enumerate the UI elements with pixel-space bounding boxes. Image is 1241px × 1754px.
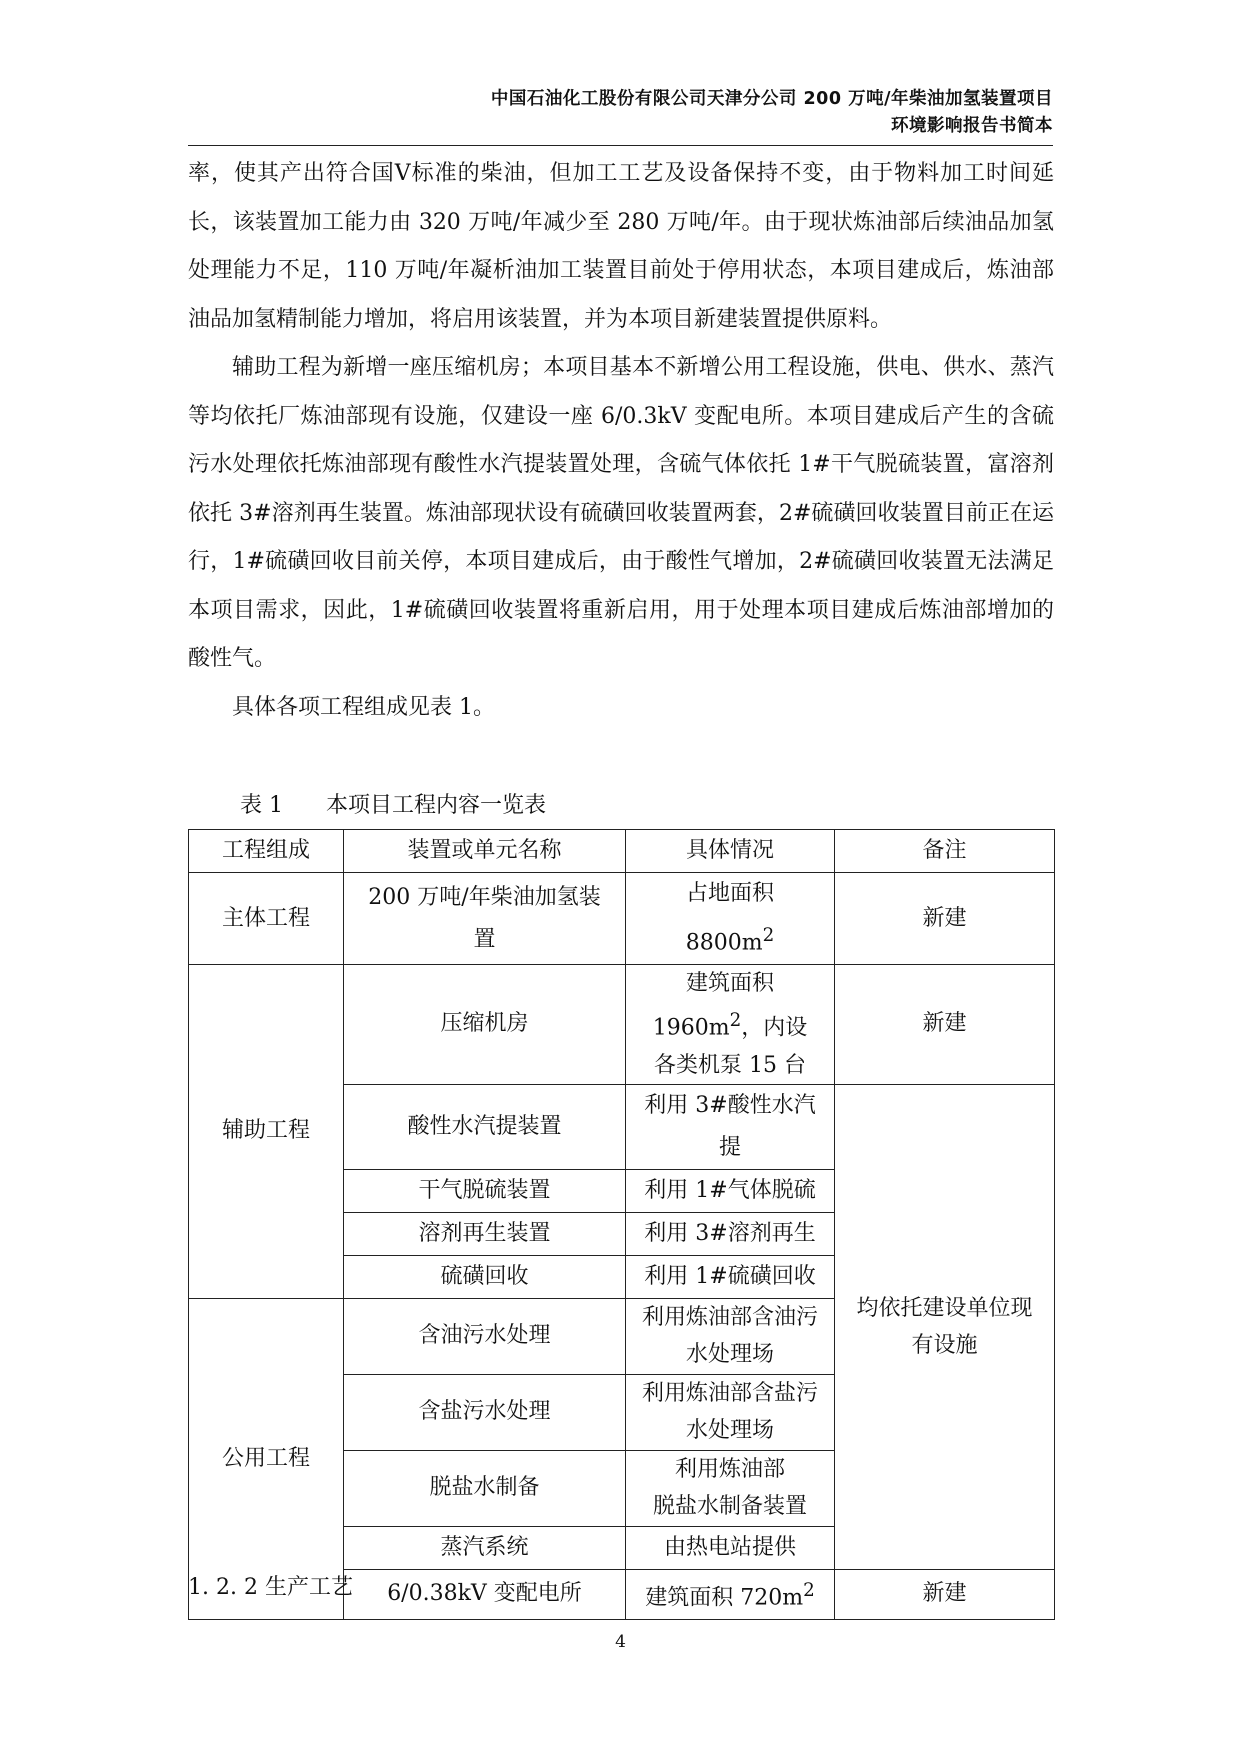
detail-text: 占地面积 8800m	[685, 881, 774, 956]
unit-cell: 干气脱硫装置	[344, 1169, 626, 1212]
unit-cell: 压缩机房	[344, 965, 626, 1084]
paragraph-continuation: 率，使其产出符合国Ⅴ标准的柴油，但加工工艺及设备保持不变，由于物料加工时间延长，该装置加工能力由 320 万吨/年减少至 280 万吨/年。由于现状炼油部后续油品加氢处理能力不足，110 万吨/年凝析油加工装置目前处于停用状态，本项目建成后，炼油部油品加氢精制能力增加，将启用该装置，并为本项目新建装置提供原料。	[188, 161, 1054, 332]
superscript: 2	[729, 1010, 742, 1032]
table-row	[189, 873, 1055, 965]
detail-cell: 由热电站提供	[626, 1526, 835, 1569]
group-cell: 辅助工程	[189, 965, 344, 1298]
detail-line: 脱盐水制备装置	[652, 1494, 807, 1520]
detail-text: 建筑面积 720m	[645, 1584, 804, 1610]
header-cell: 备注	[835, 830, 1055, 873]
note-cell: 新建	[835, 965, 1055, 1084]
table-row	[189, 965, 1055, 1084]
detail-cell	[626, 1450, 835, 1526]
unit-cell: 脱盐水制备	[344, 1450, 626, 1526]
body-text	[188, 150, 1054, 732]
unit-cell: 酸性水汽提装置	[344, 1084, 626, 1169]
detail-cell: 利用 1#硫磺回收	[626, 1255, 835, 1298]
table-caption-number: 表 1	[240, 793, 283, 818]
unit-cell: 含油污水处理	[344, 1298, 626, 1374]
unit-cell: 含盐污水处理	[344, 1374, 626, 1450]
detail-cell: 利用 1#气体脱硫	[626, 1169, 835, 1212]
group-cell: 公用工程	[189, 1298, 344, 1619]
superscript: 2	[803, 1579, 815, 1601]
detail-cell: 利用炼油部含盐污水处理场	[626, 1374, 835, 1450]
note-cell: 新建	[835, 873, 1055, 965]
paragraph-auxiliary: 辅助工程为新增一座压缩机房；本项目基本不新增公用工程设施，供电、供水、蒸汽等均依托厂炼油部现有设施，仅建设一座 6/0.3kV 变配电所。本项目建成后产生的含硫污水处理依托炼油部现有酸性水汽提装置处理，含硫气体依托 1#干气脱硫装置，富溶剂依托 3#溶剂再生装置。炼油部现状设有硫磺回收装置两套，2#硫磺回收装置目前正在运行，1#硫磺回收目前关停，本项目建成后，由于酸性气增加，2#硫磺回收装置无法满足本项目需求，因此，1#硫磺回收装置将重新启用，用于处理本项目建成后炼油部增加的酸性气。	[188, 355, 1054, 671]
section-heading: 1. 2. 2 生产工艺	[188, 1575, 353, 1600]
project-table	[188, 829, 1055, 1620]
unit-cell: 硫磺回收	[344, 1255, 626, 1298]
note-cell: 新建	[835, 1569, 1055, 1619]
unit-cell: 溶剂再生装置	[344, 1212, 626, 1255]
table-caption	[240, 784, 546, 828]
detail-cell	[626, 873, 835, 965]
running-header	[188, 86, 1053, 140]
note-cell: 均依托建设单位现有设施	[835, 1084, 1055, 1569]
unit-cell: 6/0.38kV 变配电所	[344, 1569, 626, 1619]
header-line-2: 环境影响报告书简本	[891, 116, 1053, 136]
table-caption-title: 本项目工程内容一览表	[326, 793, 547, 818]
detail-text: 建筑面积 1960m	[652, 971, 774, 1041]
header-cell: 装置或单元名称	[344, 830, 626, 873]
detail-cell	[626, 965, 835, 1084]
detail-cell: 利用 3#溶剂再生	[626, 1212, 835, 1255]
superscript: 2	[762, 925, 775, 946]
header-cell: 具体情况	[626, 830, 835, 873]
table-header-row	[189, 830, 1055, 873]
header-rule	[188, 145, 1053, 146]
detail-cell: 利用 3#酸性水汽提	[626, 1084, 835, 1169]
unit-cell: 200 万吨/年柴油加氢装置	[344, 873, 626, 965]
detail-line: 利用炼油部	[674, 1457, 785, 1483]
detail-cell: 利用炼油部含油污水处理场	[626, 1298, 835, 1374]
header-line-1: 中国石油化工股份有限公司天津分公司 200 万吨/年柴油加氢装置项目	[490, 89, 1053, 109]
unit-cell: 蒸汽系统	[344, 1526, 626, 1569]
page-number: 4	[615, 1632, 626, 1652]
detail-cell	[626, 1569, 835, 1619]
detail-text: ，内设各类机泵 15 台	[654, 1015, 808, 1078]
group-cell: 主体工程	[189, 873, 344, 965]
paragraph-table-ref: 具体各项工程组成见表 1。	[232, 694, 495, 720]
header-cell: 工程组成	[189, 830, 344, 873]
